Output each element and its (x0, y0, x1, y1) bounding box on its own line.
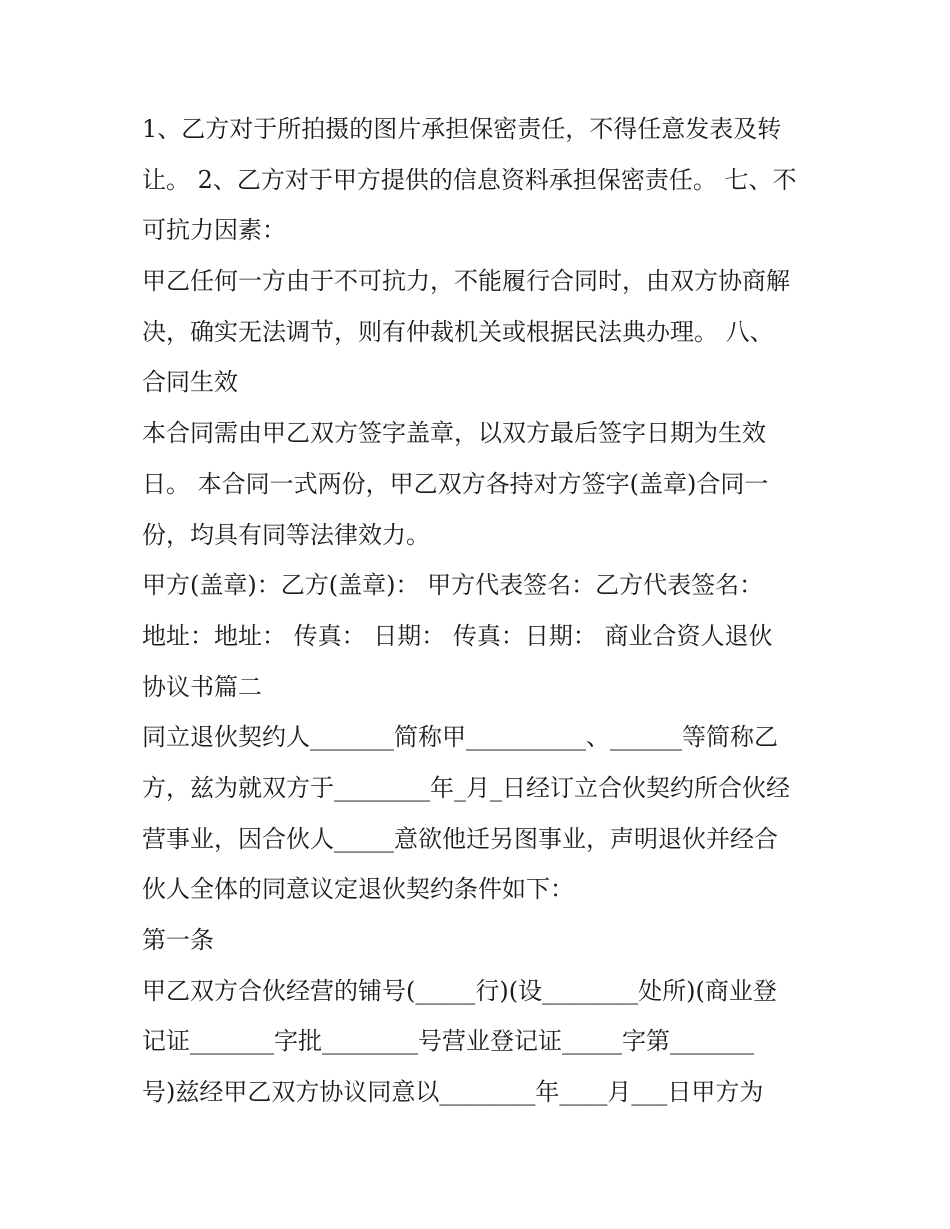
section-heading: 协议书篇二 (142, 672, 262, 701)
document-body (142, 104, 822, 1118)
text-line: 伙人全体的同意议定退伙契约条件如下： (142, 875, 574, 904)
text-line: 份，均具有同等法律效力。 (142, 520, 430, 549)
text-line: 营事业，因合伙人_____意欲他迁另图事业，声明退伙并经合 (142, 824, 778, 853)
text-line: 可抗力因素： (142, 216, 286, 245)
contact-line: 地址：地址： 传真： 日期： 传真：日期： 商业合资人退伙 (142, 621, 773, 650)
text-line: 同立退伙契约人_______简称甲__________、______等简称乙 (142, 723, 778, 752)
text-line: 日。 本合同一式两份，甲乙双方各持对方签字(盖章)合同一 (142, 469, 769, 498)
text-line: 1、乙方对于所拍摄的图片承担保密责任，不得任意发表及转 (142, 115, 782, 143)
text-line: 方，兹为就双方于________年_月_日经订立合伙契约所合伙经 (142, 773, 790, 802)
text-line: 甲乙双方合伙经营的铺号(_____行)(设________处所)(商业登 (142, 976, 777, 1005)
text-line: 让。 2、乙方对于甲方提供的信息资料承担保密责任。 七、不 (142, 165, 797, 194)
text-line: 号)兹经甲乙双方协议同意以________年____月___日甲方为 (142, 1078, 764, 1107)
article-heading: 第一条 (142, 926, 214, 954)
text-line: 决，确实无法调节，则有仲裁机关或根据民法典办理。 八、 (142, 317, 774, 346)
text-line: 记证_______字批________号营业登记证_____字第_______ (142, 1027, 754, 1056)
text-line: 本合同需由甲乙双方签字盖章，以双方最后签字日期为生效 (142, 419, 766, 448)
text-line: 甲乙任何一方由于不可抗力，不能履行合同时，由双方协商解 (142, 267, 790, 296)
signature-line: 甲方(盖章)：乙方(盖章)： 甲方代表签名：乙方代表签名： (142, 571, 764, 600)
section-heading: 合同生效 (142, 368, 238, 397)
